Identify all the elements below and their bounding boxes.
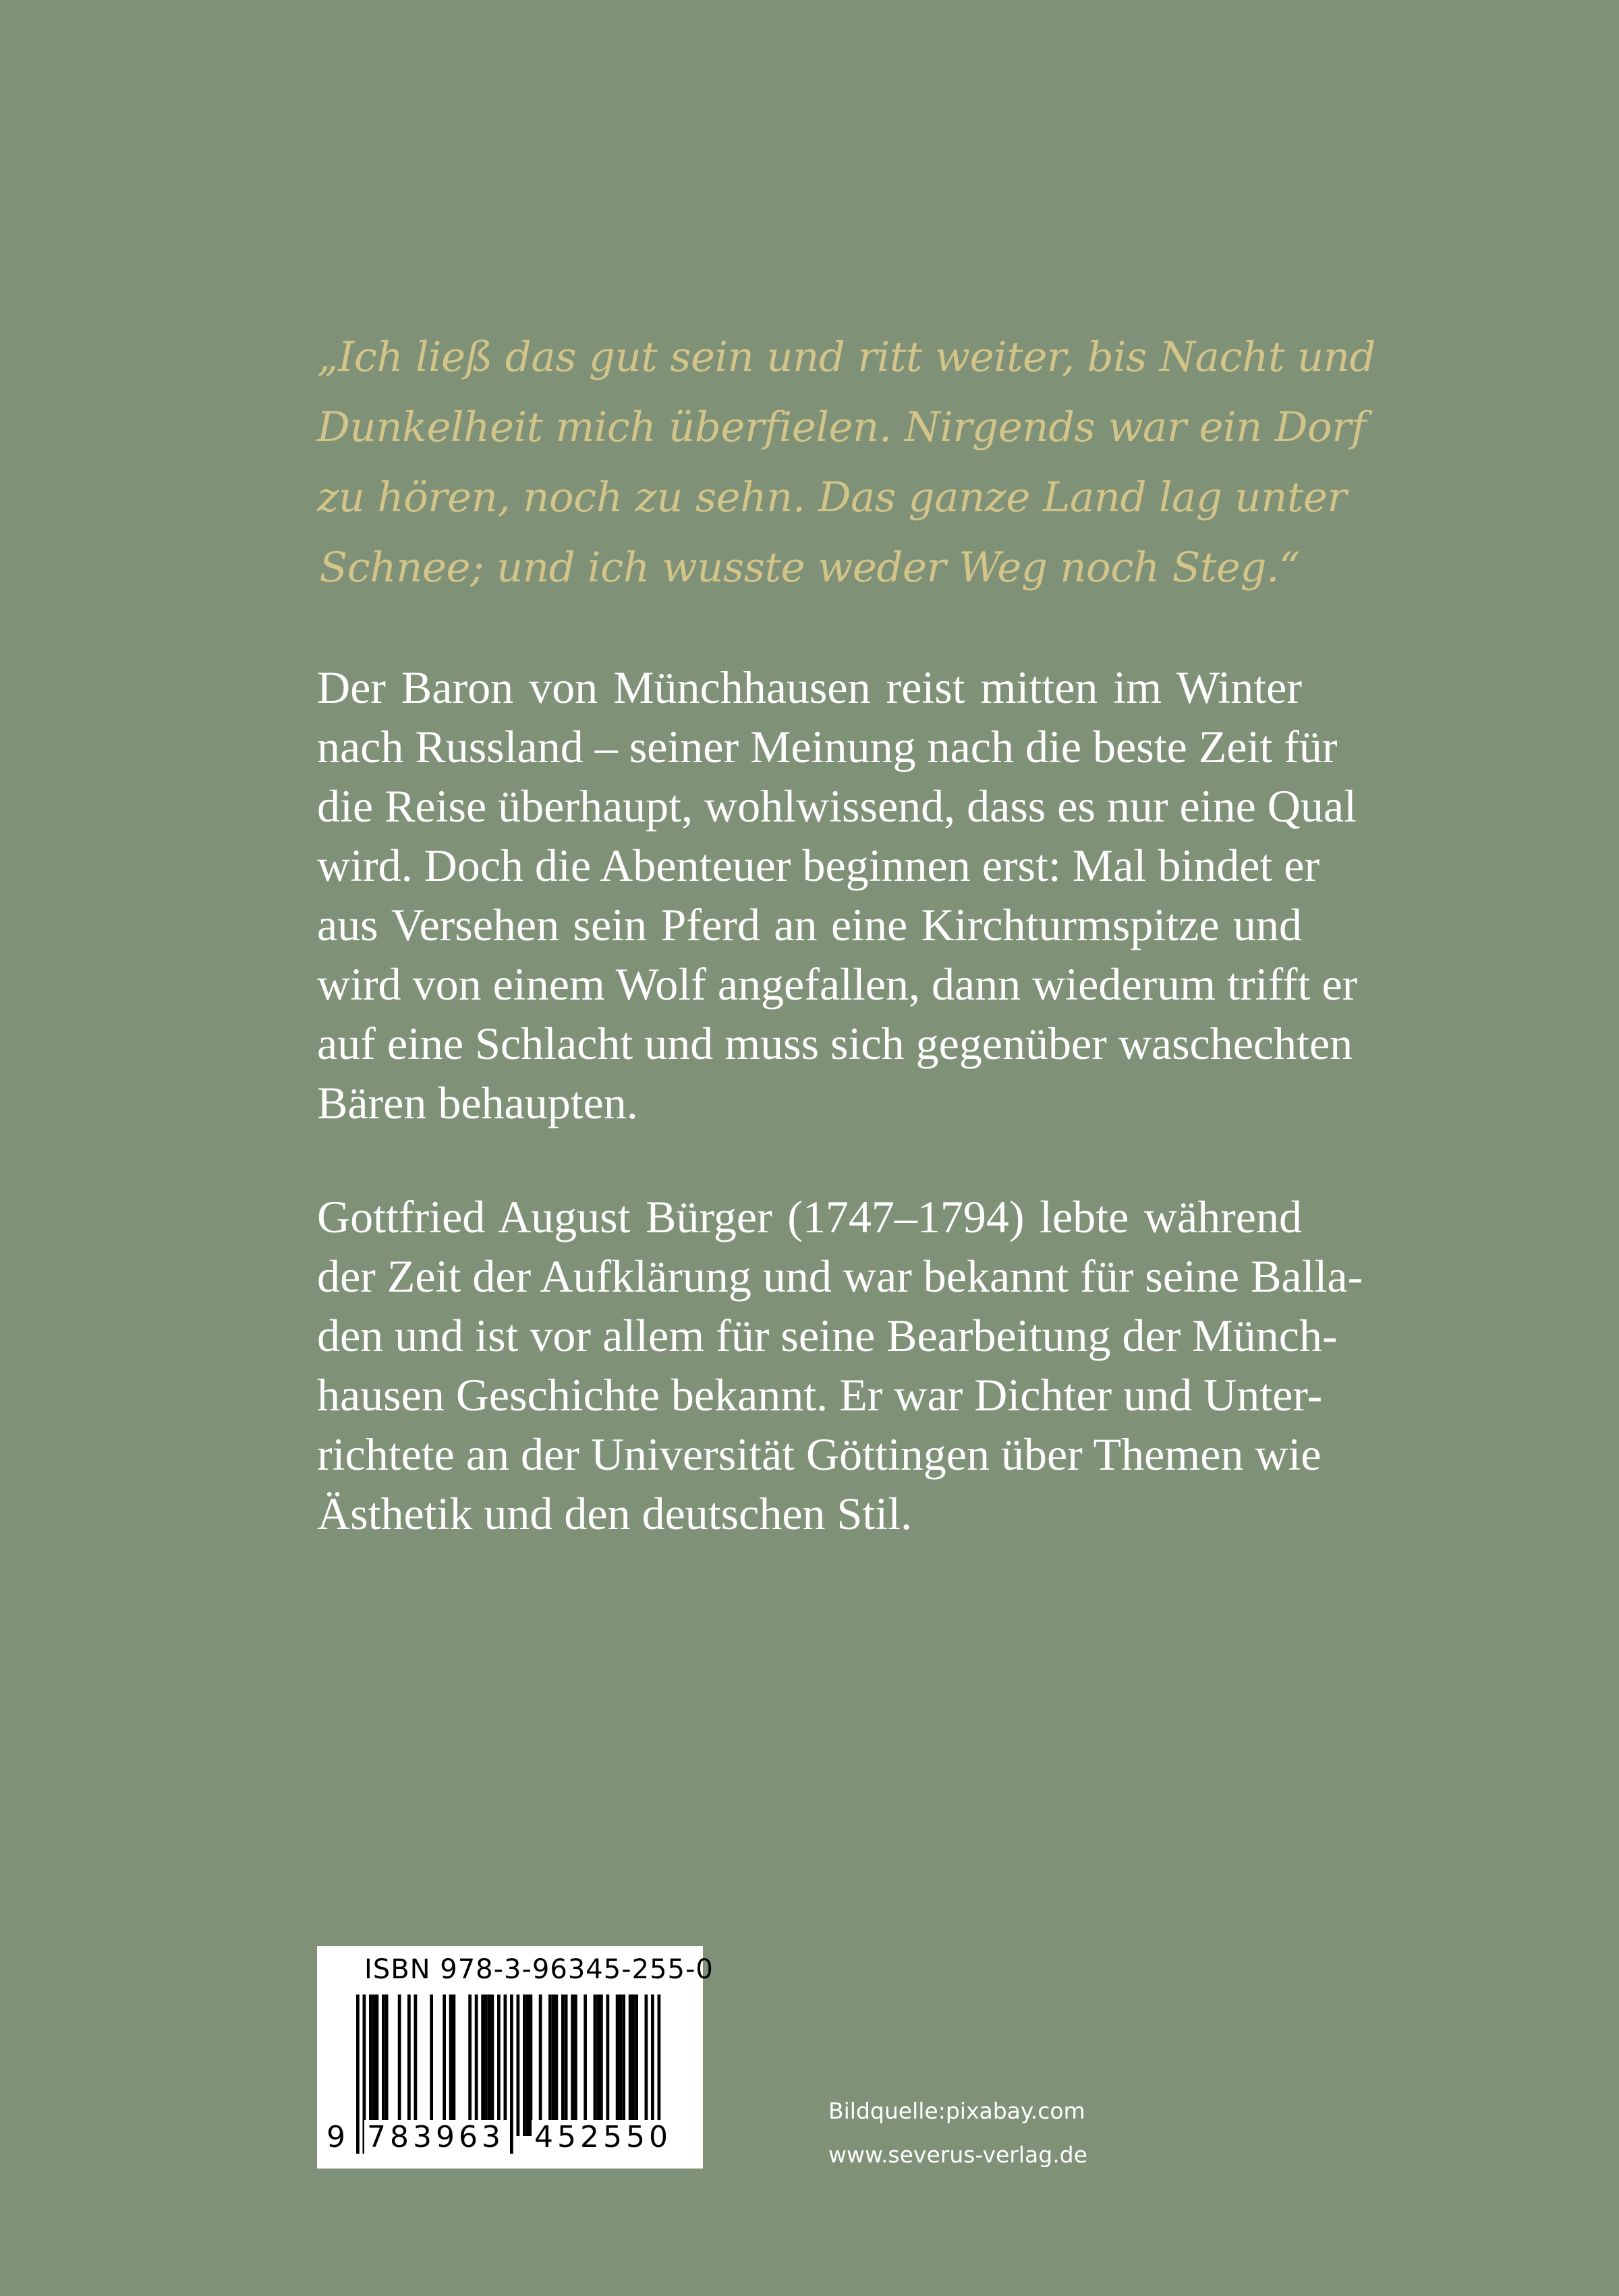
description-line: nach Russland – seiner Meinung nach die beste Zeit für (317, 721, 1338, 772)
barcode-digits-left: 783963 (364, 2120, 507, 2155)
description-line: wird. Doch die Abenteuer beginnen erst: Mal bindet er (317, 840, 1320, 891)
quote-line: Schnee; und ich wusste weder Weg noch Steg.“ (319, 544, 1300, 592)
quote-line: zu hören, noch zu sehn. Das ganze Land lag unter (317, 473, 1347, 521)
quote-line: „Ich ließ das gut sein und ritt weiter, bis Nacht und (317, 333, 1375, 381)
isbn-label: ISBN 978-3-96345-255-0 (364, 1954, 714, 1985)
description-line: aus Versehen sein Pferd an eine Kirchturmspitze und (317, 899, 1302, 950)
bio-line: den und ist vor allem für seine Bearbeitung der Münch- (317, 1310, 1338, 1361)
description-line: die Reise überhaupt, wohlwissend, dass es nur eine Qual (317, 780, 1357, 832)
bio-line: hausen Geschichte bekannt. Er war Dichter und Unter- (317, 1369, 1323, 1420)
isbn-barcode (317, 1946, 714, 2169)
book-description (317, 658, 1358, 1132)
barcode-digit-first: 9 (326, 2120, 349, 2154)
description-line: wird von einem Wolf angefallen, dann wiederum trifft er (317, 958, 1358, 1010)
author-bio (317, 1187, 1363, 1543)
description-line: Bären behaupten. (317, 1077, 638, 1128)
bio-line: Ästhetik und den deutschen Stil. (317, 1488, 913, 1539)
barcode-digits (317, 1946, 714, 2169)
bio-line: der Zeit der Aufklärung und war bekannt für seine Balla- (317, 1251, 1363, 1302)
image-credit: Bildquelle:pixabay.com (828, 2098, 1085, 2124)
barcode-digits-right: 452550 (532, 2120, 675, 2155)
publisher-website: www.severus-verlag.de (828, 2142, 1087, 2168)
bio-line: Gottfried August Bürger (1747–1794) lebte während (317, 1191, 1302, 1242)
quote (317, 322, 1375, 603)
description-line: Der Baron von Münchhausen reist mitten im Winter (317, 662, 1302, 713)
quote-line: Dunkelheit mich überfielen. Nirgends war ein Dorf (317, 403, 1367, 451)
bio-line: richtete an der Universität Göttingen über Themen wie (317, 1429, 1322, 1480)
description-line: auf eine Schlacht und muss sich gegenüber waschechten (317, 1018, 1353, 1069)
